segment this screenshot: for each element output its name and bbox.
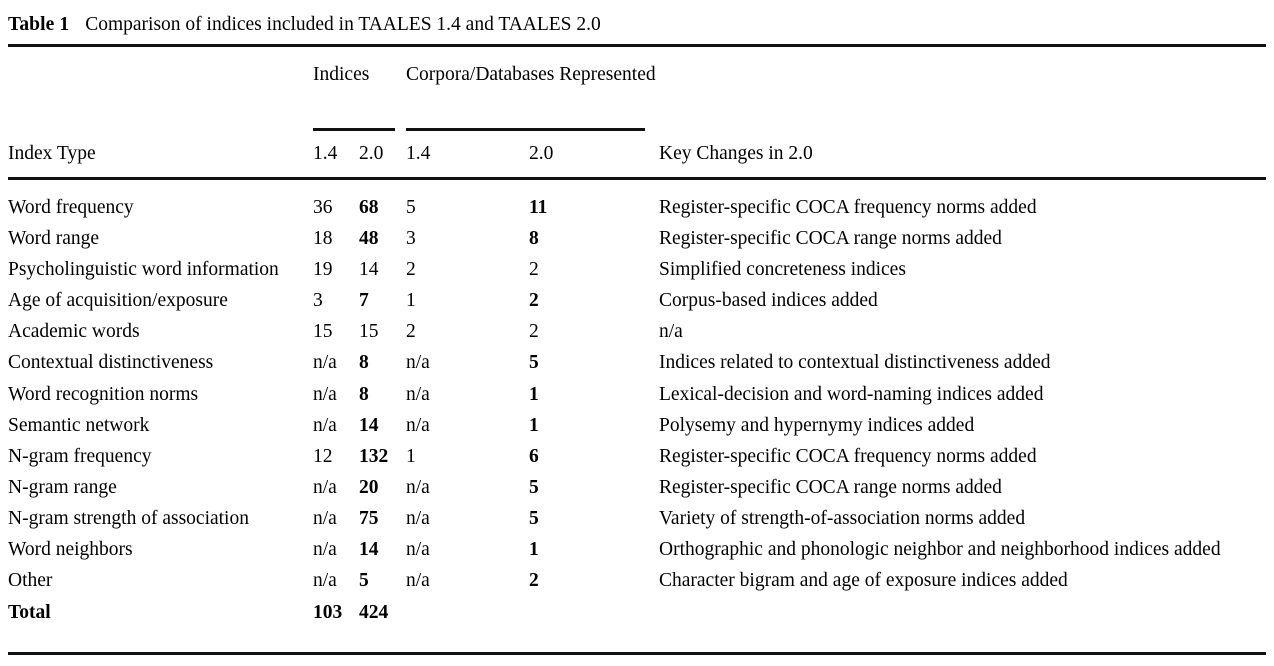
cell-corpora-20: 2: [529, 290, 539, 312]
cell-indices-14: n/a: [313, 414, 337, 436]
cell-key-changes: Lexical-decision and word-naming indices added: [659, 383, 1044, 405]
table-row: [0, 565, 1274, 596]
cell-key-changes: Corpus-based indices added: [659, 290, 878, 312]
column-group-indices: Indices: [313, 64, 370, 85]
cell-indices-20: 75: [359, 507, 379, 529]
cell-indices-20: 15: [359, 321, 379, 343]
cell-corpora-20: 2: [529, 259, 539, 281]
cell-corpora-14: 1: [406, 290, 416, 312]
cell-corpora-14: 2: [406, 259, 416, 281]
table-caption-text: Comparison of indices included in TAALES 1.4 and TAALES 2.0: [85, 14, 601, 35]
cell-index-type: Word range: [8, 228, 100, 250]
cell-corpora-20: 5: [529, 507, 539, 529]
column-group-corpora-rule: [406, 128, 645, 131]
cell-corpora-14: n/a: [406, 383, 430, 405]
cell-corpora-14: n/a: [406, 352, 430, 374]
column-group-indices-rule: [313, 128, 395, 131]
table-header-rule: [8, 177, 1266, 180]
cell-key-changes: n/a: [659, 321, 683, 343]
cell-indices-14: 18: [313, 228, 333, 250]
table-row: [0, 503, 1274, 534]
cell-index-type: Word neighbors: [8, 539, 133, 561]
cell-corpora-20: 5: [529, 352, 539, 374]
cell-indices-14: 15: [313, 321, 333, 343]
cell-indices-20: 20: [359, 476, 379, 498]
cell-indices-20: 7: [359, 290, 369, 312]
cell-indices-20: 14: [359, 539, 379, 561]
header-indices-14: 1.4: [313, 143, 338, 164]
cell-corpora-20: 2: [529, 321, 539, 343]
cell-corpora-20: 1: [529, 539, 539, 561]
cell-indices-20: 68: [359, 197, 379, 218]
cell-indices-14: n/a: [313, 507, 337, 529]
table-row: [0, 410, 1274, 441]
table-total-row: [0, 597, 1274, 628]
cell-key-changes: Register-specific COCA range norms added: [659, 228, 1002, 250]
header-corpora-14: 1.4: [406, 143, 431, 164]
cell-corpora-14: n/a: [406, 507, 430, 529]
cell-corpora-20: 2: [529, 570, 539, 592]
cell-index-type: N-gram strength of association: [8, 507, 249, 529]
header-index-type: Index Type: [8, 143, 96, 164]
total-indices-14: 103: [313, 601, 343, 623]
cell-key-changes: Simplified concreteness indices: [659, 259, 906, 281]
table-row: [0, 223, 1274, 254]
cell-index-type: N-gram frequency: [8, 445, 152, 467]
cell-corpora-20: 1: [529, 414, 539, 436]
cell-indices-14: n/a: [313, 539, 337, 561]
cell-key-changes: Polysemy and hypernymy indices added: [659, 414, 975, 436]
cell-key-changes: Register-specific COCA range norms added: [659, 476, 1002, 498]
table-row: [0, 347, 1274, 378]
cell-corpora-14: n/a: [406, 414, 430, 436]
header-indices-20: 2.0: [359, 143, 384, 164]
table-row: [0, 192, 1274, 223]
table-row: [0, 254, 1274, 285]
cell-indices-20: 48: [359, 228, 379, 250]
column-group-corpora-databases: Corpora/Databases Represented: [406, 64, 656, 85]
header-key-changes: Key Changes in 2.0: [659, 143, 813, 164]
table-top-rule: [8, 44, 1266, 47]
cell-index-type: Word frequency: [8, 197, 134, 218]
cell-index-type: Semantic network: [8, 414, 150, 436]
total-label: Total: [8, 601, 51, 623]
cell-indices-14: n/a: [313, 570, 337, 592]
cell-indices-20: 132: [359, 445, 389, 467]
table-caption: [8, 12, 601, 38]
cell-corpora-20: 1: [529, 383, 539, 405]
total-indices-20: 424: [359, 601, 389, 623]
cell-index-type: Psycholinguistic word information: [8, 259, 279, 281]
cell-indices-14: 3: [313, 290, 323, 312]
cell-index-type: N-gram range: [8, 476, 117, 498]
table-bottom-rule: [8, 652, 1266, 655]
cell-corpora-14: n/a: [406, 476, 430, 498]
cell-index-type: Academic words: [8, 321, 140, 343]
cell-key-changes: Indices related to contextual distinctiveness added: [659, 352, 1051, 374]
cell-corpora-14: 3: [406, 228, 416, 250]
table-row: [0, 534, 1274, 565]
table-row: [0, 472, 1274, 503]
cell-key-changes: Character bigram and age of exposure indices added: [659, 570, 1068, 592]
cell-corpora-14: 2: [406, 321, 416, 343]
cell-indices-20: 14: [359, 414, 379, 436]
table-header-row: [0, 140, 1274, 168]
table-row: [0, 379, 1274, 410]
table-body: [0, 192, 1274, 628]
cell-index-type: Word recognition norms: [8, 383, 199, 405]
cell-corpora-14: 5: [406, 197, 416, 218]
cell-index-type: Age of acquisition/exposure: [8, 290, 228, 312]
table-row: [0, 441, 1274, 472]
cell-indices-20: 14: [359, 259, 379, 281]
cell-indices-14: n/a: [313, 476, 337, 498]
cell-key-changes: Register-specific COCA frequency norms added: [659, 445, 1037, 467]
cell-corpora-14: n/a: [406, 570, 430, 592]
cell-indices-20: 8: [359, 352, 369, 374]
cell-index-type: Contextual distinctiveness: [8, 352, 214, 374]
cell-corpora-20: 6: [529, 445, 539, 467]
cell-corpora-20: 8: [529, 228, 539, 250]
cell-key-changes: Variety of strength-of-association norms added: [659, 507, 1026, 529]
cell-corpora-14: 1: [406, 445, 416, 467]
cell-corpora-20: 5: [529, 476, 539, 498]
cell-corpora-14: n/a: [406, 539, 430, 561]
cell-indices-14: n/a: [313, 383, 337, 405]
header-corpora-20: 2.0: [529, 143, 554, 164]
cell-indices-14: 12: [313, 445, 333, 467]
cell-key-changes: Register-specific COCA frequency norms added: [659, 197, 1037, 218]
table-row: [0, 316, 1274, 347]
cell-indices-14: n/a: [313, 352, 337, 374]
table-row: [0, 285, 1274, 316]
cell-index-type: Other: [8, 570, 53, 592]
cell-indices-20: 5: [359, 570, 369, 592]
cell-key-changes: Orthographic and phonologic neighbor and neighborhood indices added: [659, 539, 1221, 561]
cell-corpora-20: 11: [529, 197, 548, 218]
table-caption-label: Table 1: [8, 14, 70, 35]
cell-indices-14: 36: [313, 197, 333, 218]
cell-indices-14: 19: [313, 259, 333, 281]
cell-indices-20: 8: [359, 383, 369, 405]
